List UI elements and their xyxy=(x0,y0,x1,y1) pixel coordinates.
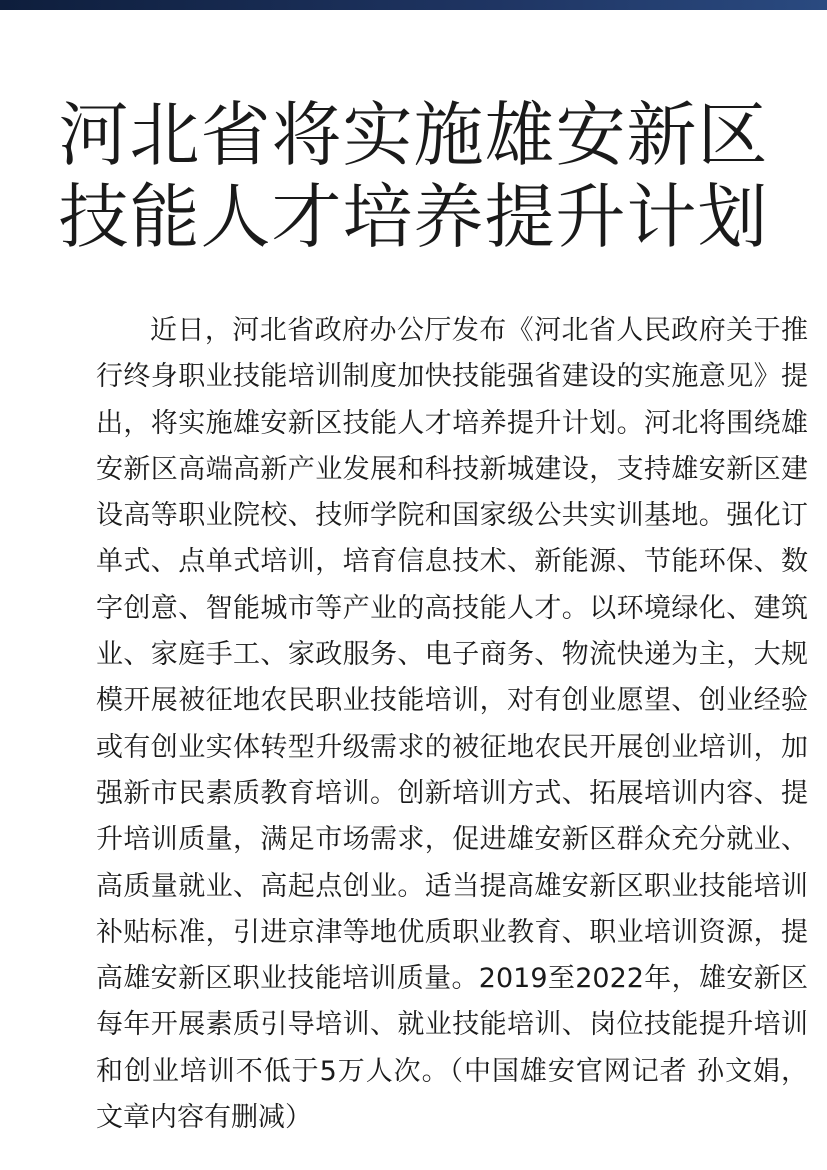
article-title-line-1: 河北省将实施雄安新区 xyxy=(58,94,769,176)
article-title xyxy=(0,94,827,258)
article-body: 近日，河北省政府办公厅发布《河北省人民政府关于推行终身职业技能培训制度加快技能强省建设的实施意见》提出，将实施雄安新区技能人才培养提升计划。河北将围绕雄安新区高端高新产业发展和科技新城建设，支持雄安新区建设高等职业院校、技师学院和国家级公共实训基地。强化订单式、点单式培训，培育信息技术、新能源、节能环保、数字创意、智能城市等产业的高技能人才。以环境绿化、建筑业、家庭手工、家政服务、电子商务、物流快递为主，大规模开展被征地农民职业技能培训，对有创业愿望、创业经验或有创业实体转型升级需求的被征地农民开展创业培训，加强新市民素质教育培训。创新培训方式、拓展培训内容、提升培训质量，满足市场需求，促进雄安新区群众充分就业、高质量就业、高起点创业。适当提高雄安新区职业技能培训补贴标准，引进京津等地优质职业教育、职业培训资源，提高雄安新区职业技能培训质量。2019至2022年，雄安新区每年开展素质引导培训、就业技能培训、岗位技能提升培训和创业培训不低于5万人次。（中国雄安官网记者 孙文娟，文章内容有删减） xyxy=(96,315,808,1134)
article-title-line-2: 技能人才培养提升计划 xyxy=(58,176,769,258)
top-decorative-bar xyxy=(0,0,827,10)
